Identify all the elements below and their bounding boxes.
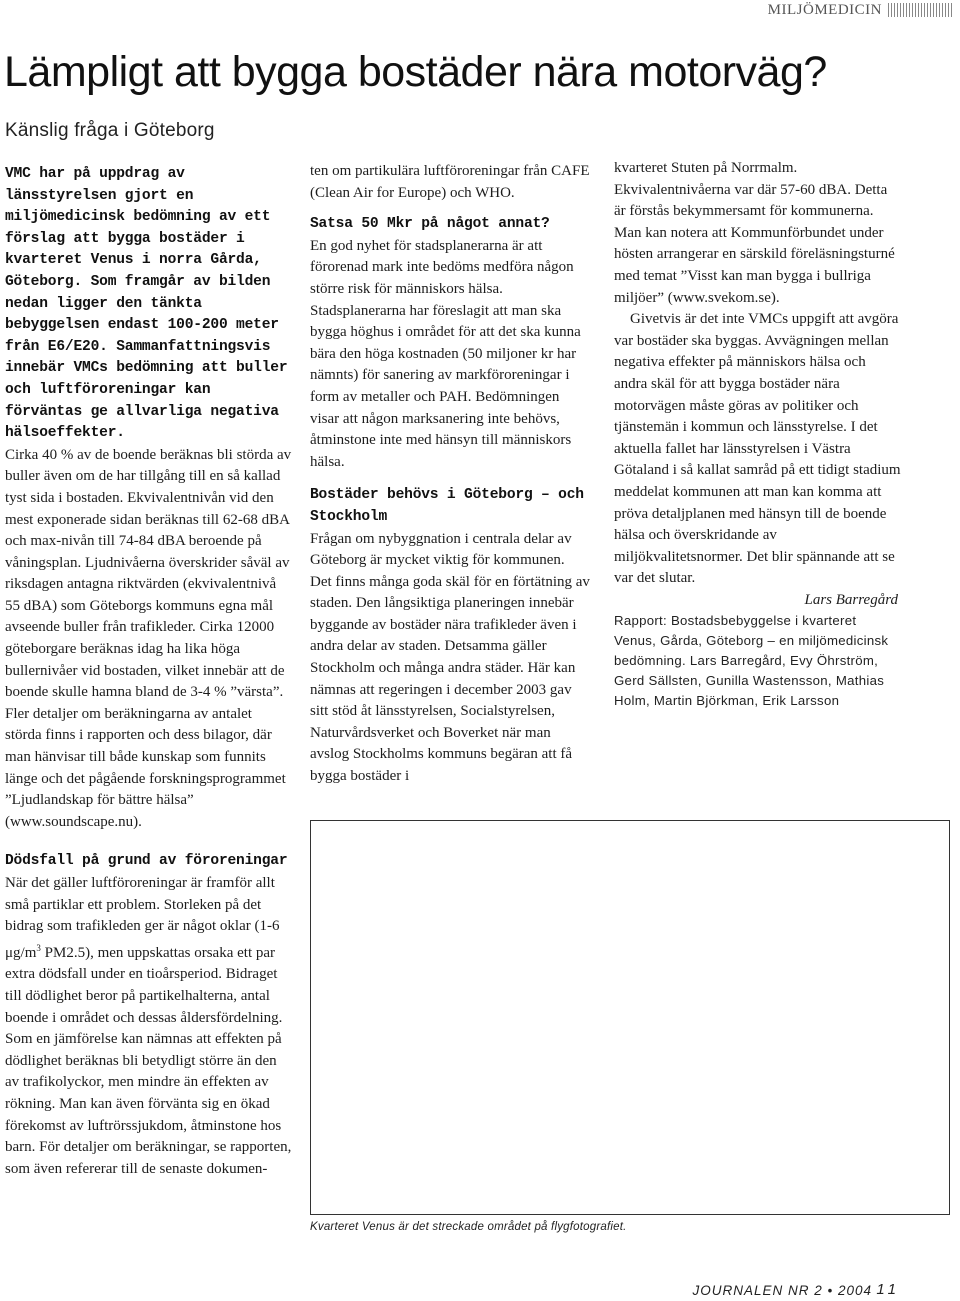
body-text: När det gäller luftföroreningar är framför allt små partiklar ett problem. Storleken på det bidrag som trafikleden ger är något oklar (1-6 μg/m <box>5 875 280 961</box>
article-lead: VMC har på uppdrag av länsstyrelsen gjort en miljömedicinsk bedömning av ett förslag att bygga bostäder i kvarteret Venus i norra Gårda, Göteborg. Som framgår av bilden nedan ligger den tänkta bebyggelsen endast 100-200 meter från E6/E20. Sammanfattningsvis innebär VMCs bedömning att buller och luftföroreningar kan förväntas ge allvarliga negativa hälsoeffekter. <box>5 166 288 442</box>
section-kicker: MILJÖMEDICIN <box>767 2 882 18</box>
aerial-photo-placeholder <box>310 820 950 1215</box>
report-reference: Rapport: Bostadsbebyggelse i kvarteret Venus, Gårda, Göteborg – en miljömedicinsk bedömning. Lars Barregård, Evy Öhrström, Gerd Sällsten, Gunilla Wastensson, Mathias Holm, Martin Björkman, Erik Larsson <box>614 613 889 709</box>
superscript: 3 <box>36 942 41 953</box>
column-2 <box>310 161 590 788</box>
column-1 <box>5 164 292 1180</box>
footer-journal: JOURNALEN NR 2 • 2004 <box>692 1283 872 1298</box>
section-heading-50mkr: Satsa 50 Mkr på något annat? <box>310 216 550 233</box>
article-title: Lämpligt att bygga bostäder nära motorväg? <box>4 48 827 96</box>
photo-caption: Kvarteret Venus är det streckade området på flygfotografiet. <box>310 1221 627 1233</box>
section-heading-housing: Bostäder behövs i Göteborg – och Stockholm <box>310 487 584 525</box>
body-paragraph: Givetvis är det inte VMCs uppgift att avgöra var bostäder ska byggas. Avvägningen mellan negativa effekter på människors hälsa och andra skäl för att bygga bostäder nära motorvägen måste göras av politiker och tjänstemän i kommun och länsstyrelse. I det aktuella fallet har länsstyrelsen i Västra Götaland i så kallat samråd på ett tidigt stadium meddelat kommunen att man kan komma att pröva detaljplanen med hänsyn till de boende hälsa och överskridande av miljökvalitetsnormer. Det blir spännande att se var det slutar. <box>614 311 901 587</box>
body-paragraph: En god nyhet för stadsplanerarna är att förorenad mark inte bedöms medföra någon större risk för människors hälsa. Stadsplanerarna har föreslagit att man ska bygga höghus i området för att det ska kunna bära den höga kostnaden (50 miljoner kr har nämnts) för sanering av markföroreningar i form av metaller och PAH. Bedömningen visar att någon marksanering inte behövs, åtminstone inte med hänsyn till människors hälsa. <box>310 237 581 470</box>
article-subtitle: Känslig fråga i Göteborg <box>5 120 215 141</box>
body-paragraph: kvarteret Stuten på Norrmalm. Ekvivalentnivåerna var där 57-60 dBA. Detta är förstås bekymmersamt för kommunerna. Man kan notera att Kommunförbundet under hösten arrangerar en särskild föreläsningsturné med temat ”Visst kan man bygga i bullriga miljöer” (www.svekom.se). <box>614 160 895 306</box>
decorative-barcode-icon <box>888 3 954 17</box>
body-text: PM2.5), men uppskattas orsaka ett par extra dödsfall under en tioårsperiod. Bidraget till dödlighet beror på partikelhalterna, antal boende i området och dessas åldersfördelning. Som en jämförelse kan nämnas att effekten på dödlighet beräknas bli betydligt större än den av trafikolyckor, men mindre än effekten av rökning. Man kan även förvänta sig en ökad förekomst av luftrörssjukdom, åtminstone hos barn. För detaljer om beräkningar, se rapporten, som även refererar till de senaste dokumen- <box>5 944 292 1177</box>
body-paragraph-mortality <box>5 873 292 1180</box>
footer-page-number: 11 <box>876 1281 900 1298</box>
body-paragraph: Frågan om nybyggnation i centrala delar av Göteborg är mycket viktig för kommunen. Det finns många goda skäl för en förtätning av staden. Den långsiktiga planeringen innebär byggande av bostäder nära trafikleder även i andra delar av staden. Detsamma gäller Stockholm och många andra städer. Här kan nämnas att regeringen i december 2003 gav sitt stöd åt länsstyrelsen, Socialstyrelsen, Naturvårdsverket och Boverket när man avslog Stockholms kommuns begäran att få bygga bostäder i <box>310 530 590 785</box>
body-paragraph: ten om partikulära luftföroreningar från CAFE (Clean Air for Europe) och WHO. <box>310 163 590 201</box>
column-3 <box>614 158 902 711</box>
author-signature: Lars Barregård <box>804 591 898 608</box>
body-paragraph: Cirka 40 % av de boende beräknas bli störda av buller även om de har tillgång till en så kallad tyst sida i bostaden. Ekvivalentnivån vid den mest exponerade sidan beräknas till 62-68 dBA och max-nivån till 74-84 dBA beroende på våningsplan. Ljudnivåerna överskrider såväl av riksdagen antagna riktvärden (ekvivalentnivå 55 dBA) som Göteborgs kommuns egna mål avseende buller från trafikleder. Cirka 12000 göteborgare beräknas idag ha lika höga bullernivåer vid bostaden, vilket innebär att de boende skulle hamna bland de 3-4 % ”värsta”. Fler detaljer om beräkningarna av antalet störda finns i rapporten och dess bilagor, där man hänvisar till både kunskap som funnits länge och det pågående forskningsprogrammet ”Ljudlandskap för bättre hälsa” (www.soundscape.nu). <box>5 446 292 830</box>
section-heading-mortality: Dödsfall på grund av föroreningar <box>5 853 288 870</box>
